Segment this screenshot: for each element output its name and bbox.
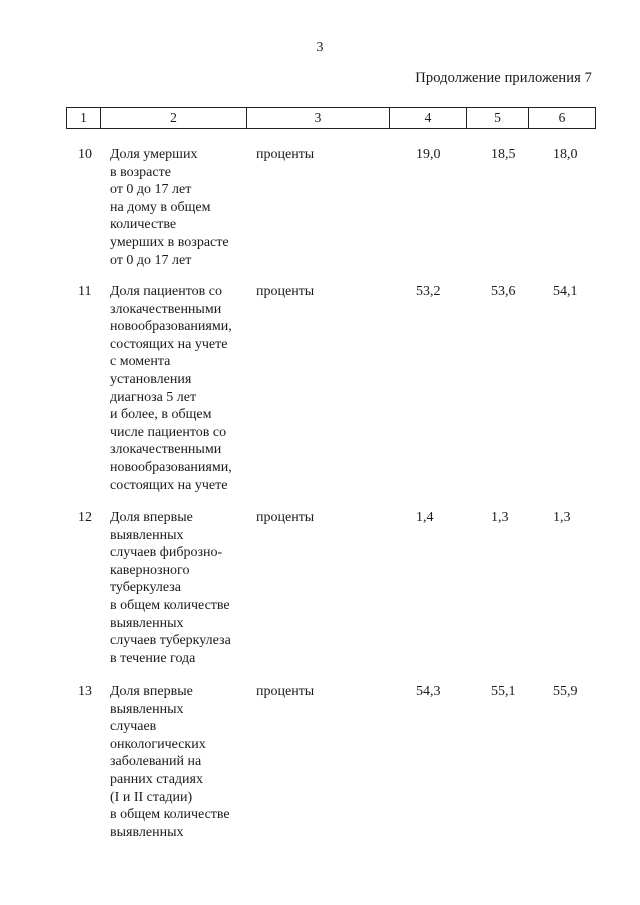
indicator-name-line: Доля пациентов со	[110, 284, 222, 299]
indicator-name-line: состоящих на учете	[110, 477, 228, 493]
value-col-6: 18,0	[553, 147, 578, 162]
value-col-4: 54,3	[416, 684, 441, 699]
indicator-name-line: Доля впервые	[110, 684, 193, 699]
indicator-name-line: в течение года	[110, 650, 196, 666]
page-number: 3	[316, 40, 324, 55]
table-header-row	[66, 107, 596, 129]
unit-cell: проценты	[256, 510, 315, 525]
indicator-name-line: выявленных	[110, 824, 184, 840]
indicator-name-line: злокачественными	[110, 442, 222, 458]
indicator-name-line: и более, в общем	[110, 407, 212, 423]
value-col-6: 55,9	[553, 684, 578, 699]
indicator-name-line: новообразованиями,	[110, 459, 232, 475]
unit-cell: проценты	[256, 284, 315, 299]
value-col-5: 55,1	[491, 684, 516, 699]
value-col-6: 1,3	[553, 510, 571, 525]
indicator-name-line: (I и II стадии)	[110, 789, 193, 805]
continuation-title: Продолжение приложения 7	[415, 70, 592, 86]
indicator-name	[110, 509, 260, 667]
indicator-name-line: состоящих на учете	[110, 336, 228, 352]
header-cell-4: 4	[389, 108, 466, 128]
indicator-name-line: Доля впервые	[110, 510, 193, 525]
row-number: 11	[78, 284, 92, 299]
indicator-name	[110, 683, 260, 841]
indicator-name-line: кавернозного	[110, 562, 190, 578]
indicator-name-line: умерших в возрасте	[110, 234, 229, 250]
value-col-4: 53,2	[416, 284, 441, 299]
indicator-name-line: на дому в общем	[110, 199, 211, 215]
indicator-name-line: заболеваний на	[110, 754, 202, 770]
indicator-name-line: с момента	[110, 354, 171, 370]
indicator-name-line: онкологических	[110, 736, 206, 752]
indicator-name-line: выявленных	[110, 615, 184, 631]
row-number: 12	[78, 510, 92, 525]
indicator-name-line: ранних стадиях	[110, 771, 203, 787]
indicator-name-line: диагноза 5 лет	[110, 389, 197, 405]
row-number: 13	[78, 684, 92, 699]
value-col-5: 53,6	[491, 284, 516, 299]
indicator-name-line: новообразованиями,	[110, 319, 232, 335]
value-col-6: 54,1	[553, 284, 578, 299]
unit-cell: проценты	[256, 147, 315, 162]
indicator-name	[110, 283, 260, 494]
value-col-4: 19,0	[416, 147, 441, 162]
indicator-name-line: случаев туберкулеза	[110, 633, 231, 649]
header-cell-5: 5	[466, 108, 528, 128]
indicator-name-line: в общем количестве	[110, 597, 230, 613]
indicator-name	[110, 146, 260, 269]
header-cell-2: 2	[100, 108, 246, 128]
indicator-name-line: в общем количестве	[110, 807, 230, 823]
indicator-name-line: от 0 до 17 лет	[110, 182, 192, 198]
indicator-name-line: Доля умерших	[110, 147, 198, 162]
header-cell-6: 6	[528, 108, 596, 128]
indicator-name-line: в возрасте	[110, 164, 171, 180]
value-col-5: 1,3	[491, 510, 509, 525]
header-cell-1: 1	[66, 108, 100, 128]
header-cell-3: 3	[246, 108, 389, 128]
indicator-name-line: случаев фиброзно-	[110, 545, 223, 561]
indicator-name-line: злокачественными	[110, 301, 222, 317]
indicator-name-line: количестве	[110, 217, 177, 233]
indicator-name-line: числе пациентов со	[110, 424, 227, 440]
indicator-name-line: установления	[110, 371, 192, 387]
indicator-name-line: выявленных	[110, 527, 184, 543]
unit-cell: проценты	[256, 684, 315, 699]
value-col-5: 18,5	[491, 147, 516, 162]
indicator-name-line: выявленных	[110, 701, 184, 717]
indicator-name-line: от 0 до 17 лет	[110, 252, 192, 268]
indicator-name-line: туберкулеза	[110, 580, 182, 596]
row-number: 10	[78, 147, 92, 162]
indicator-name-line: случаев	[110, 719, 157, 735]
value-col-4: 1,4	[416, 510, 434, 525]
